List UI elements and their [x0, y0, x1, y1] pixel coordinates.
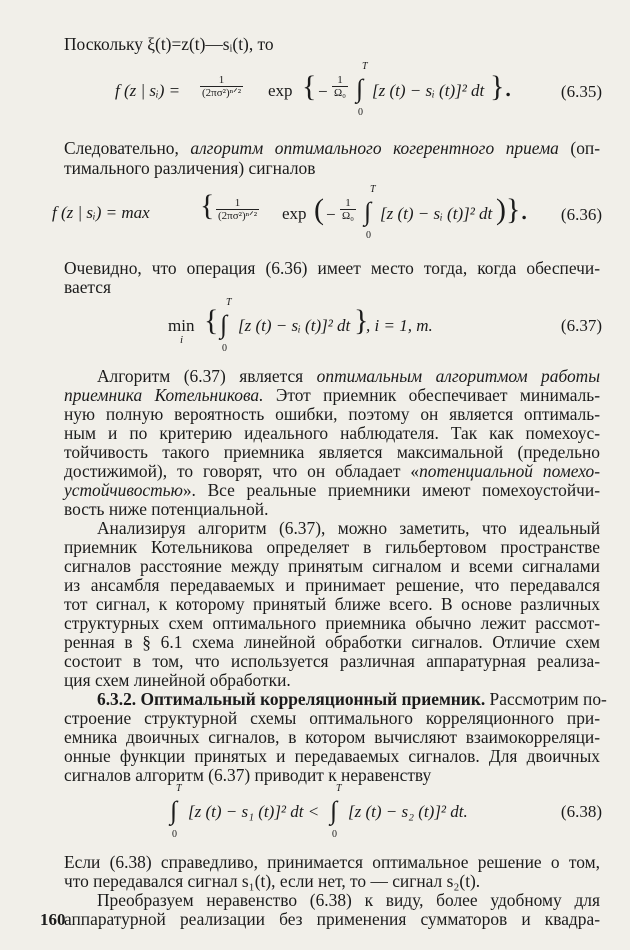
text-line: сигналов алгоритм (6.37) приводит к неравенству	[64, 765, 432, 785]
section-heading-line: 6.3.2. Оптимальный корреляционный приемник. Рассмотрим по-	[97, 689, 607, 709]
text-line: Очевидно, что операция (6.36) имеет место тогда, когда обеспечи-	[64, 258, 600, 278]
text-line: структурных схем оптимального приемника обычно лежит рассмот-	[64, 613, 600, 633]
text-line: из ансамбля передаваемых и принимает решение, что передавался	[64, 575, 600, 595]
equation-6-38: ∫ T 0 [z (t) − s₁ (t)]² dt < ∫ T 0 [z (t) − s₂ (t)]² dt. (6.38)	[170, 783, 602, 840]
page-number: 160	[40, 910, 66, 929]
equation-6-35: f (z | sᵢ) = 1 (2πσ²)ⁿᐟ² exp { − $\frac{1}{\text{Ω₀}}$ ∫ T 0 [z (t) − sᵢ (t)]² dt }. (6.35)	[115, 61, 602, 118]
text-line: ция схем линейной обработки.	[64, 670, 291, 690]
text-line: онные функции принятых и передаваемых сигналов. Для двоичных	[64, 746, 600, 766]
text-line: емника двоичных сигналов, в котором вычисляют взаимокорреляци-	[64, 727, 600, 747]
text-line: что передавался сигнал s₁(t), если нет, то — сигнал s₂(t).	[64, 871, 481, 891]
text-line: вость ниже потенциальной.	[64, 499, 269, 519]
text-line: сигналов расстояние между принятым сигналом и всеми сигналами	[64, 556, 600, 576]
text-line: Поскольку ξ(t)=z(t)—sᵢ(t), то	[64, 34, 274, 54]
text-line: приемника Котельникова. Этот приемник обеспечивает минималь-	[64, 385, 600, 405]
text-line: строение структурной схемы оптимального корреляционного при-	[64, 708, 600, 728]
text-line: вается	[64, 277, 111, 297]
text-line: Если (6.38) справедливо, принимается оптимальное решение о том,	[64, 852, 600, 872]
text-line: состоит в том, что используется различная аппаратурная реализа-	[64, 651, 600, 671]
text-line: тот сигнал, к которому принятый ближе всего. В основе различных	[64, 594, 600, 614]
text-line: ным и по критерию идеального наблюдателя. Так как помехоус-	[64, 423, 600, 443]
text-line: аппаратурной реализации без применения сумматоров и квадра-	[64, 909, 600, 929]
equation-6-37: min i { ∫ T 0 [z (t) − sᵢ (t)]² dt } , i = 1, m. (6.37)	[168, 297, 602, 354]
text-line: приемник Котельникова определяет в гильбертовом пространстве	[64, 537, 600, 557]
text-line: ренная в § 6.1 схема линейной обработки сигналов. Отличие схем	[64, 632, 600, 652]
text-line: Алгоритм (6.37) является оптимальным алгоритмом работы	[97, 366, 600, 386]
text-line: Следовательно, алгоритм оптимального когерентного приема (оп-	[64, 138, 601, 158]
text-line: тимального различения) сигналов	[64, 158, 316, 178]
text-line: Преобразуем неравенство (6.38) к виду, более удобному для	[97, 890, 600, 910]
text-line: тойчивость такого приемника является максимальной (предельно	[64, 442, 600, 462]
text-line: достижимой), то говорят, что он обладает «потенциальной помехо-	[64, 461, 600, 481]
equation-6-36: f (z | sᵢ) = max { 1 (2πσ²)ⁿᐟ² exp ( − $\frac{1}{\text{Ω₀}}$ ∫ T 0 [z (t) − sᵢ (t)]² dt )}. (6.36)	[52, 184, 602, 241]
text-line: ную полную вероятность ошибки, поэтому он является оптималь-	[64, 404, 600, 424]
text-line: Анализируя алгоритм (6.37), можно заметить, что идеальный	[97, 518, 600, 538]
text-line: устойчивостью». Все реальные приемники имеют помехоустойчи-	[64, 480, 600, 500]
